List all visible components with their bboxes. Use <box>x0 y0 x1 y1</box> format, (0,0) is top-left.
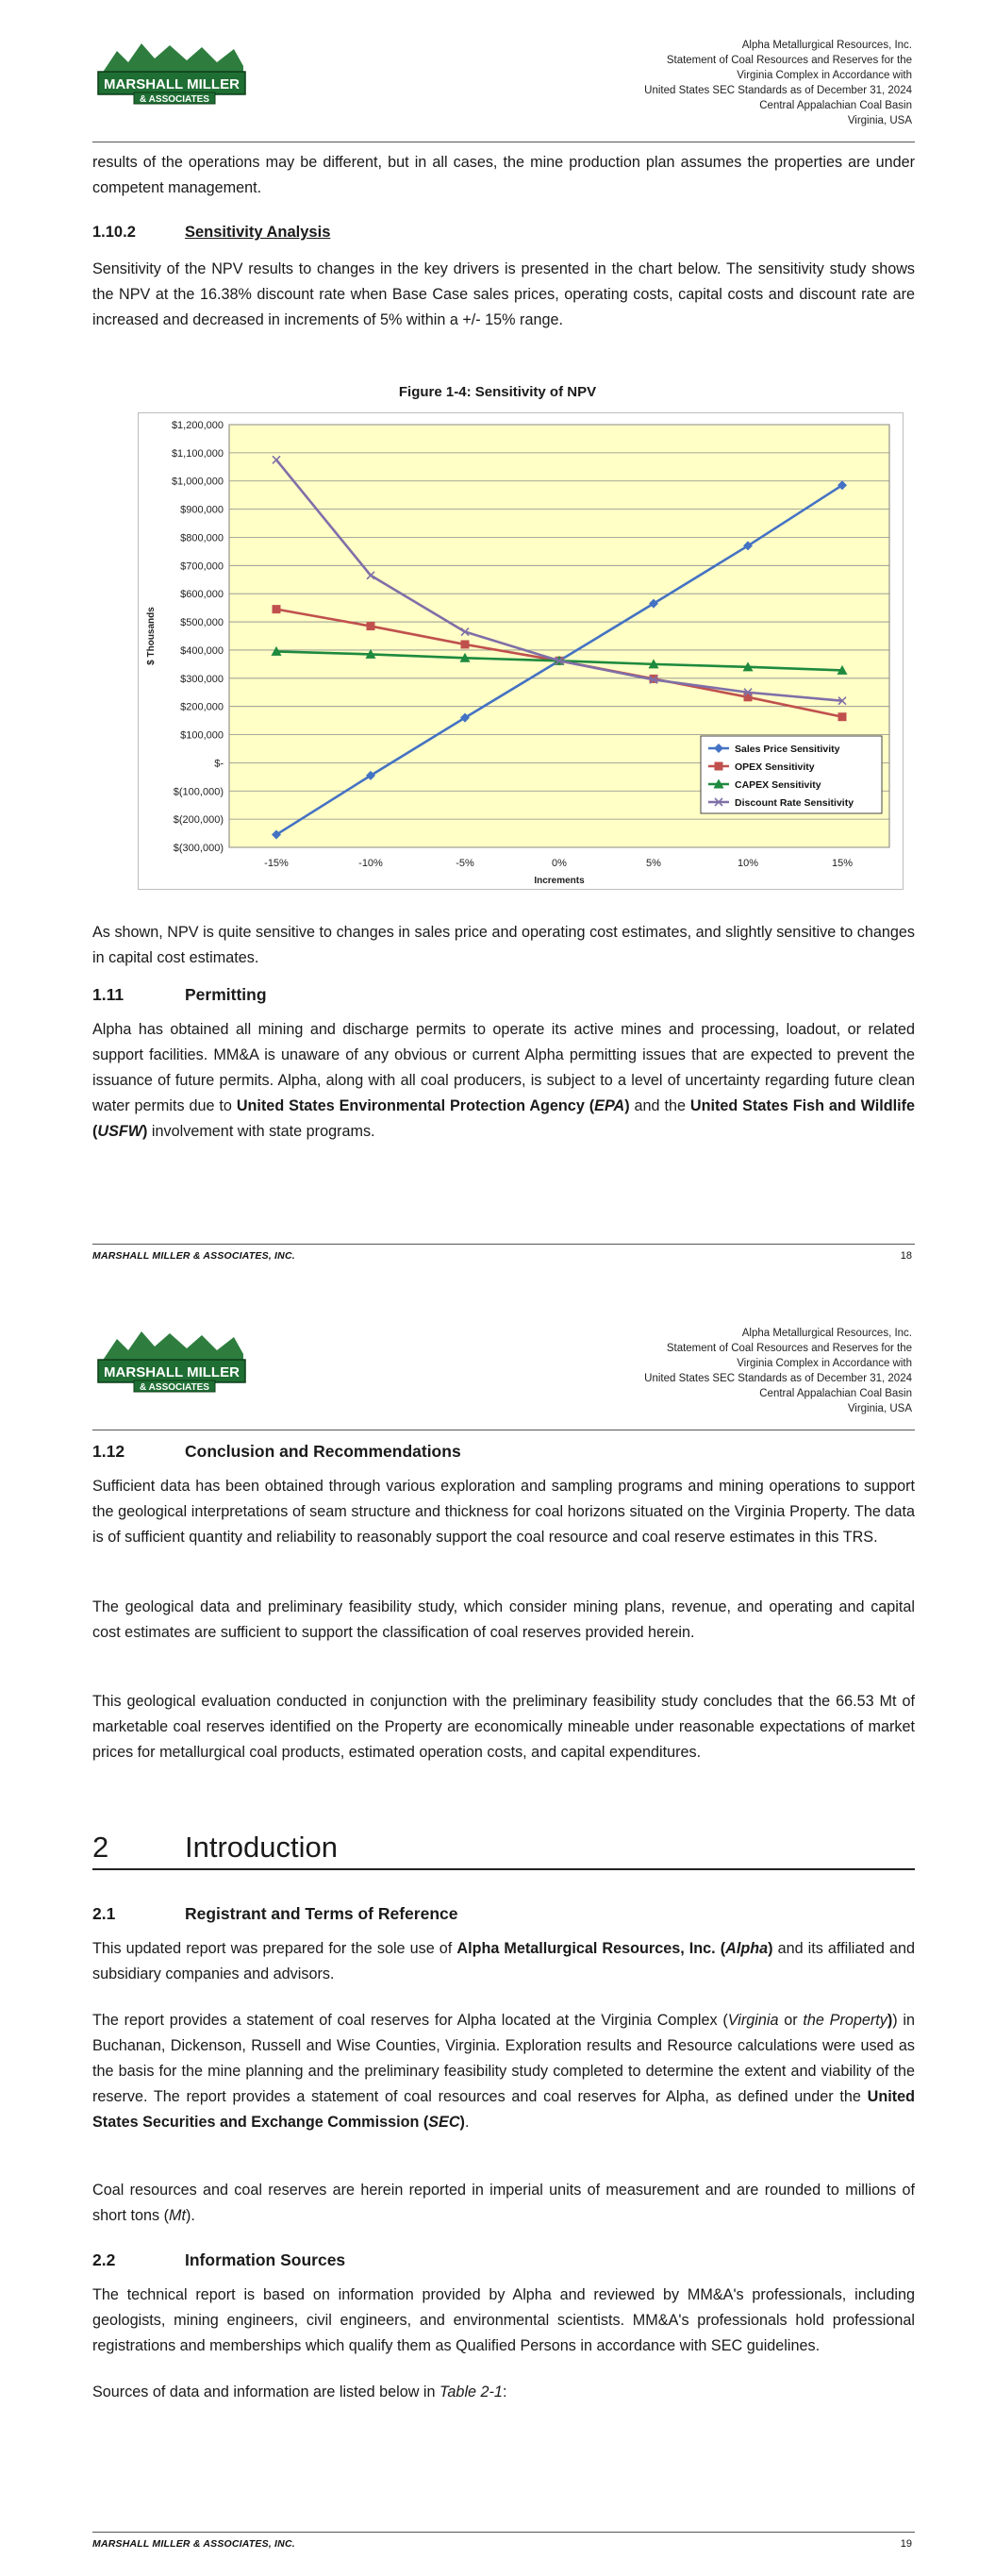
text-run: Sources of data and information are listed below in <box>92 2384 440 2400</box>
text-run: Coal resources and coal reserves are herein reported in imperial units of measurement and are rounded to millions of short tons ( <box>92 2182 915 2224</box>
header-line: United States SEC Standards as of December 31, 2024 <box>644 1373 912 1384</box>
section-number: 2.2 <box>92 2250 116 2269</box>
npv-sensitivity-chart <box>138 412 904 890</box>
header-line: Virginia, USA <box>847 1403 912 1414</box>
section-heading-sensitivity <box>92 224 330 242</box>
svg-text:& ASSOCIATES: & ASSOCIATES <box>140 1382 209 1393</box>
registrant-paragraph-3: Coal resources and coal reserves are herein reported in imperial units of measurement and are rounded to millions of short tons (Mt). <box>92 2182 915 2224</box>
footer-company: MARSHALL MILLER & ASSOCIATES, INC. <box>92 1250 295 1262</box>
conclusion-paragraph-2: The geological data and preliminary feasibility study, which consider mining plans, revenue, and operating and capital cost estimates are sufficient to support the classification of coal reserves provided herein. <box>92 1598 915 1641</box>
data-point <box>273 605 281 613</box>
header-line: Central Appalachian Coal Basin <box>759 100 912 111</box>
x-tick-label: -5% <box>456 858 474 869</box>
legend-entry: Sales Price Sensitivity <box>735 744 840 755</box>
y-tick-label: $(200,000) <box>173 814 224 827</box>
section-title: Permitting <box>185 985 267 1004</box>
footer-company: MARSHALL MILLER & ASSOCIATES, INC. <box>92 2538 295 2550</box>
y-tick-label: $100,000 <box>180 729 224 742</box>
legend-entry: OPEX Sensitivity <box>735 761 815 773</box>
header-line: Alpha Metallurgical Resources, Inc. <box>741 1328 912 1339</box>
y-tick-label: $500,000 <box>180 617 224 629</box>
y-tick-label: $- <box>214 758 224 770</box>
header-line: United States SEC Standards as of December 31, 2024 <box>644 85 912 96</box>
header-line: Alpha Metallurgical Resources, Inc. <box>741 40 912 51</box>
company-logo <box>96 1324 247 1396</box>
section-title: Registrant and Terms of Reference <box>185 1904 458 1923</box>
section-heading-permitting <box>92 985 267 1005</box>
y-axis-label: $ Thousands <box>146 607 157 665</box>
footer-rule <box>92 2532 915 2533</box>
section-heading-registrant <box>92 1904 457 1924</box>
y-tick-label: $(100,000) <box>173 786 224 798</box>
permit-text: Alpha has obtained all mining and discharge permits to operate its active mines and processing, loadout, or related support facilities. MM&A is unaware of any obvious or current Alpha permitting issues that are expected to prevent the issuance of future permits. Alpha, along with all coal producers, is subject to a level of uncertainty regarding future clean water permits due to <box>92 1021 915 1114</box>
legend-marker <box>715 762 723 771</box>
x-tick-label: 15% <box>831 858 854 869</box>
legend-entry: Discount Rate Sensitivity <box>735 797 854 809</box>
conclusion-paragraph-1: Sufficient data has been obtained through various exploration and sampling programs and mining operations to support the geological interpretations of seam structure and thickness for coal horizons situated on the Virginia Property. The data is of sufficient quantity and reliability to reasonably support the coal resource and coal reserve estimates in this TRS. <box>92 1478 915 1546</box>
conclusion-paragraph-3: This geological evaluation conducted in conjunction with the preliminary feasibility study concludes that the 66.53 Mt of marketable coal reserves identified on the Property are economically mineable under reasonable expectations of market prices for metallurgical coal products, estimated operation costs, and capital expenditures. <box>92 1693 915 1761</box>
x-axis-label: Increments <box>534 876 585 886</box>
sec-name: United States Securities and Exchange Commission (SEC) <box>92 2088 915 2131</box>
page-number: 18 <box>900 1250 912 1262</box>
after-chart-paragraph: As shown, NPV is quite sensitive to changes in sales price and operating cost estimates, and slightly sensitive to changes in capital cost estimates. <box>92 924 915 966</box>
usfw-name: United States Fish and Wildlife <box>689 1097 915 1114</box>
figure-caption: Figure 1-4: Sensitivity of NPV <box>398 384 597 400</box>
section-title: Information Sources <box>185 2250 346 2269</box>
y-tick-label: $400,000 <box>180 644 224 657</box>
y-tick-label: $(300,000) <box>173 843 224 854</box>
y-tick-label: $800,000 <box>180 532 224 544</box>
registrant-paragraph-1 <box>92 1936 915 1987</box>
y-tick-label: $600,000 <box>180 589 224 601</box>
footer-rule <box>92 1244 915 1245</box>
x-tick-label: 10% <box>737 858 759 869</box>
chapter-heading-introduction <box>92 1831 915 1870</box>
section-title: Sensitivity Analysis <box>185 224 331 241</box>
company-logo <box>96 36 247 108</box>
sensitivity-paragraph: Sensitivity of the NPV results to changes in the key drivers is presented in the chart below. The sensitivity study shows the NPV at the 16.38% discount rate when Base Case sales prices, operating costs, capital costs and discount rate are increased and decreased in increments of 5% within a +/- 15% range. <box>92 260 915 328</box>
x-tick-label: 0% <box>552 858 567 869</box>
y-tick-label: $1,000,000 <box>171 476 224 488</box>
section-number: 1.11 <box>92 985 124 1004</box>
chapter-number: 2 <box>92 1831 109 1864</box>
svg-text:MARSHALL MILLER: MARSHALL MILLER <box>104 1364 240 1380</box>
data-point <box>367 622 375 630</box>
section-number: 1.10.2 <box>92 224 136 241</box>
information-paragraph-2: Sources of data and information are listed below in Table 2-1: <box>92 2384 507 2400</box>
chart-svg <box>139 413 903 889</box>
section-heading-information-sources <box>92 2250 345 2270</box>
text-run: This updated report was prepared for the sole use of <box>92 1940 457 1957</box>
section-heading-conclusion <box>92 1442 461 1462</box>
text-run: ) in Buchanan, Dickenson, Russell and Wise Counties, Virginia. Exploration results and Resource calculations were used as the basis for the mine planning and the preliminary feasibility study completed to determine the extent and viability of the reserve. The report provides a statement of coal resources and coal reserves for Alpha, as defined under the <box>92 2012 916 2105</box>
company-name: Alpha Metallurgical Resources, Inc. (Alpha) <box>456 1940 773 1957</box>
header-line: Virginia Complex in Accordance with <box>737 1358 912 1369</box>
italic-term: Virginia <box>727 2012 779 2029</box>
svg-text:& ASSOCIATES: & ASSOCIATES <box>140 94 209 105</box>
permit-end: involvement with state programs. <box>147 1123 375 1140</box>
permitting-paragraph: Alpha has obtained all mining and discharge permits to operate its active mines and processing, loadout, or related support facilities. MM&A is unaware of any obvious or current Alpha permitting issues that are expected to prevent the issuance of future permits. Alpha, along with all coal producers, is subject to a level of uncertainty regarding future clean water permits due to United States Environmental Protection Agency (EPA) and the United States Fish and Wildlife (USFW) involvement with state programs. <box>92 1021 915 1140</box>
section-number: 2.1 <box>92 1904 116 1923</box>
page-19 <box>0 1288 995 2576</box>
page-header <box>644 1326 912 1416</box>
y-tick-label: $200,000 <box>180 701 224 713</box>
header-line: Virginia Complex in Accordance with <box>737 70 912 81</box>
x-tick-label: -10% <box>358 858 383 869</box>
page-number: 19 <box>900 2538 912 2550</box>
chapter-title: Introduction <box>185 1831 338 1864</box>
legend-entry: CAPEX Sensitivity <box>735 779 821 791</box>
registrant-paragraph-2: The report provides a statement of coal reserves for Alpha located at the Virginia Complex (Virginia or the Property)) in Buchanan, Dickenson, Russell and Wise Counties, Virginia. Exploration results and Resource calculations were used as the basis for the mine planning and the preliminary feasibility study completed to determine the extent and viability of the reserve. The report provides a statement of coal resources and coal reserves for Alpha, as defined under the United States Securities and Exchange Commission (SEC). <box>92 2012 916 2131</box>
y-tick-label: $900,000 <box>180 504 224 516</box>
text-run: The report provides a statement of coal reserves for Alpha located at the Virginia Complex ( <box>92 2012 728 2029</box>
section-number: 1.12 <box>92 1442 125 1461</box>
table-reference: Table 2-1 <box>439 2384 503 2400</box>
header-line: Virginia, USA <box>847 115 912 126</box>
section-title: Conclusion and Recommendations <box>185 1442 461 1461</box>
header-line: Central Appalachian Coal Basin <box>759 1388 912 1399</box>
x-tick-label: 5% <box>646 858 661 869</box>
y-tick-label: $1,100,000 <box>171 447 224 460</box>
intro-paragraph: results of the operations may be different, but in all cases, the mine production plan assumes the properties are under competent management. <box>92 154 915 196</box>
page-header <box>644 38 912 128</box>
information-paragraph-1: The technical report is based on information provided by Alpha and reviewed by MM&A's professionals, including geologists, mining engineers, civil engineers, and environmental scientists. MM&A's professionals hold professional registrations and memberships which qualify them as Qualified Persons in accordance with SEC guidelines. <box>92 2286 915 2354</box>
usfw-abbr: USFW <box>97 1123 143 1140</box>
y-tick-label: $1,200,000 <box>171 420 224 431</box>
data-point <box>838 712 847 721</box>
svg-text:MARSHALL MILLER: MARSHALL MILLER <box>104 76 240 92</box>
x-tick-label: -15% <box>264 858 289 869</box>
text-run: and its affiliated and subsidiary companies and advisors. <box>92 1940 915 1982</box>
data-point <box>461 640 470 648</box>
header-line: Statement of Coal Resources and Reserves for the <box>666 1343 912 1354</box>
data-point <box>744 693 753 701</box>
italic-term: the Property <box>803 2012 887 2029</box>
epa-name: United States Environmental Protection Agency <box>236 1097 585 1114</box>
permit-and: and the <box>629 1097 690 1114</box>
y-tick-label: $700,000 <box>180 560 224 573</box>
y-tick-label: $300,000 <box>180 673 224 685</box>
italic-term: Mt <box>168 2207 186 2224</box>
header-line: Statement of Coal Resources and Reserves for the <box>666 55 912 66</box>
epa-abbr: EPA <box>594 1097 625 1114</box>
